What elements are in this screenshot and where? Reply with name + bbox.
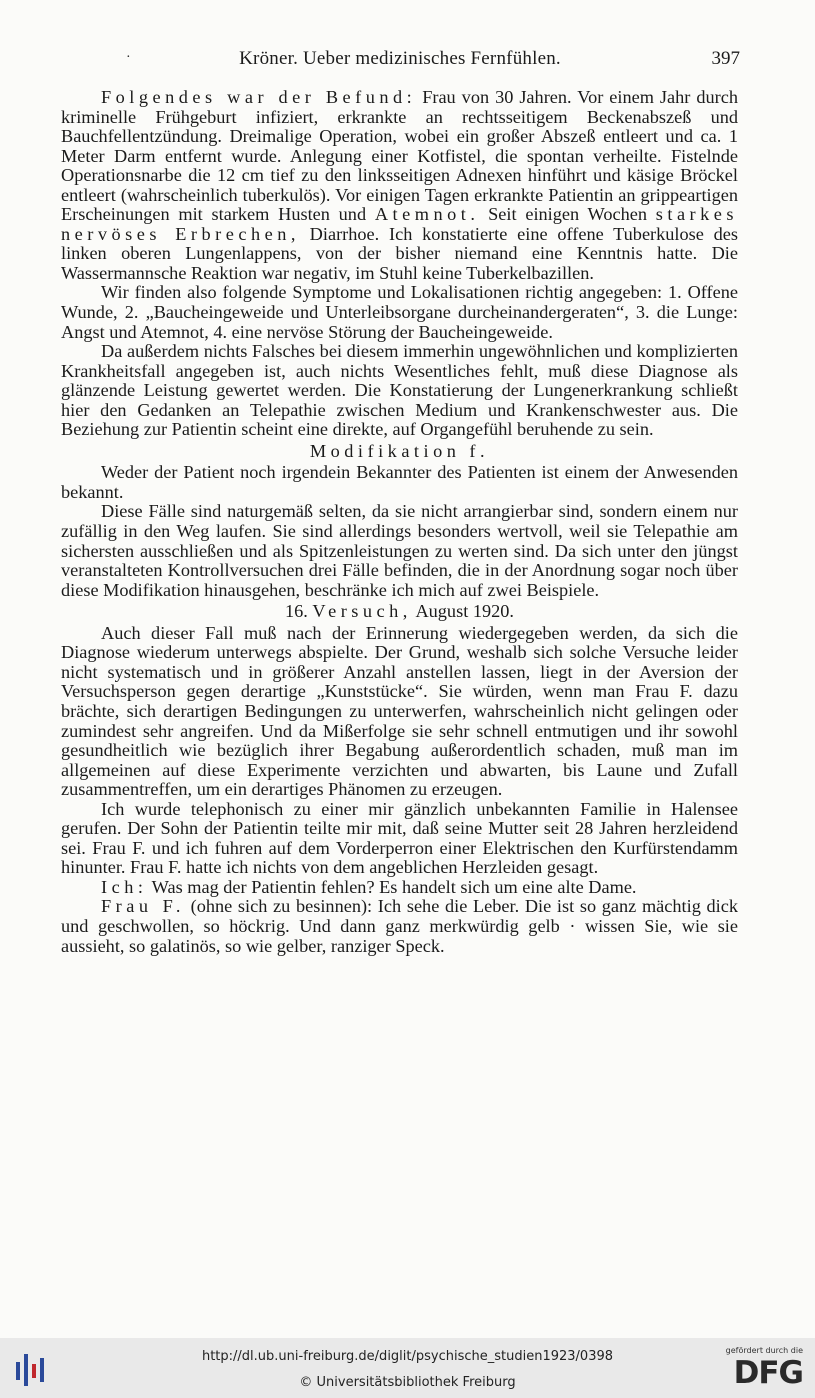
paragraph-rare-cases: Diese Fälle sind naturgemäß selten, da sie nicht arrangierbar sind, sondern einem nur zufällig in den Weg laufen. Sie sind allerdings besonders wertvoll, weil sie Telepathie am sichersten ausschließen und als Spitzenleistungen zu werten sind. Da sich unter den jüngst veranstalteten Kontrollversuchen drei Fälle befinden, die in der Anordnung sogar noch über diese Modifikation hinausgehen, beschränke ich mich auf zwei Beispiele. — [61, 501, 738, 600]
dfg-logo — [717, 1346, 803, 1392]
source-url[interactable]: http://dl.ub.uni-freiburg.de/diglit/psychische_studien1923/0398 — [201, 1349, 614, 1364]
page-number: 397 — [711, 48, 740, 69]
spaced-phrase: Folgendes war der Befund: — [101, 87, 417, 107]
heading-text: August 1920. — [411, 601, 514, 622]
text-run: (ohne sich zu besinnen): Ich sehe die Leber. Die ist so ganz mächtig dick und geschwollen, so höckrig. Und dann ganz merkwürdig gelb · wissen Sie, wie sie aussieht, so galatinös, so wie gelber, ranziger Speck. — [61, 896, 738, 956]
paragraph-symptoms: Wir finden also folgende Symptome und Lokalisationen richtig angegeben: 1. Offene Wunde, 2. „Baucheingeweide und Unterleibsorgane durcheinandergeraten“, 3. die Lunge: Angst und Atemnot, 4. eine nervöse Störung der Baucheingeweide. — [61, 282, 738, 342]
body-text — [61, 88, 738, 956]
speaker-label: Frau F. — [101, 896, 185, 917]
text-run: Diarrhoe. Ich konstatierte eine offene Tuberkulose des linken oberen Lungenlappens, von der bisher niemand eine Kenntnis hatte. Die Wassermannsche Reaktion war negativ, im Stuhl keine Tuberkelbazillen. — [61, 223, 739, 283]
spaced-phrase: starkes nervöses Erbrechen, — [61, 204, 739, 244]
viewer-footer — [0, 1338, 815, 1398]
page-header — [60, 48, 740, 74]
dfg-logo-text: DFG — [733, 1355, 803, 1391]
paragraph-modifikation: Weder der Patient noch irgendein Bekannter des Patienten ist einem der Anwesenden bekannt. — [61, 462, 738, 502]
heading-text: 16. — [285, 601, 313, 622]
spaced-phrase: Atemnot. — [374, 204, 480, 225]
dfg-caption: gefördert durch die — [725, 1346, 803, 1355]
paragraph-dialog-frau — [61, 897, 738, 956]
speaker-label: Ich: — [101, 876, 148, 897]
paragraph-dialog-ich — [61, 878, 738, 898]
heading-text: Modifikation f. — [309, 440, 490, 461]
text-run: Frau von 30 Jahren. Vor einem Jahr durch kriminelle Frühgeburt infiziert, erkrankte an rechtsseitigem Beckenabszeß und Bauchfellentzündung. Dreimalige Operation, wobei ein großer Abszeß entleert und ca. 1 Meter Darm entfernt wurde. Anlegung einer Kotfistel, die spontan verheilte. Fistelnde Operationsnarbe die 12 cm tief zu den linksseitigen Adnexen hinführt und käsige Bröckel entleert (wahrscheinlich tuberkulös). Vor einigen Tagen erkrankte Patientin an grippeartigen Erscheinungen mit starkem Husten und — [61, 87, 738, 225]
copyright-notice: © Universitätsbibliothek Freiburg — [299, 1375, 516, 1390]
text-run: Seit einigen Wochen — [479, 204, 656, 225]
header-dot: · — [126, 50, 131, 65]
section-heading-modifikation — [61, 442, 738, 462]
paragraph-halensee: Ich wurde telephonisch zu einer mir gänzlich unbekannten Familie in Halensee gerufen. Der Sohn der Patientin teilte mir mit, daß seine Mutter seit 28 Jahren herzleidend sei. Frau F. und ich fuhren auf dem Vorderperron einer Elektrischen den Kurfürstendamm hinunter. Frau F. hatte ich nichts von dem angeblichen Herzleiden gesagt. — [61, 798, 738, 878]
running-title: Kröner. Ueber medizinisches Fernfühlen. — [239, 48, 561, 69]
section-heading-versuch — [61, 602, 738, 622]
paragraph-evaluation: Da außerdem nichts Falsches bei diesem immerhin ungewöhnlichen und komplizierten Krankheitsfall angegeben ist, auch nichts Wesentliches fehlt, muß diese Diagnose als glänzende Leistung gewertet werden. Die Konstatierung der Lungenerkrankung schließt hier den Gedanken an Telepathie zwischen Medium und Krankenschwester aus. Die Beziehung zur Patientin scheint eine direkte, auf Organgefühl beruhende zu sein. — [61, 341, 738, 440]
paragraph-befund — [61, 88, 738, 283]
text-run: Was mag der Patientin fehlen? Es handelt sich um eine alte Dame. — [147, 876, 637, 897]
heading-spaced-text: Versuch, — [312, 601, 412, 622]
paragraph-memory: Auch dieser Fall muß nach der Erinnerung wiedergegeben werden, da sich die Diagnose wiederum unterwegs abspielte. Der Grund, weshalb sich solche Versuche leider nicht systematisch und in größerer Anzahl anstellen lassen, liegt in der Aversion der Versuchsperson gegen derartige „Kunststücke“. Sie würden, wenn man Frau F. dazu brächte, sich derartigen Bedingungen zu unterwerfen, wahrscheinlich nicht gelingen oder zumindest sehr angreifen. Und da Mißerfolge sie sehr schnell entmutigen und ihr sowohl gesundheitlich wie bezüglich ihrer Begabung außerordentlich schaden, muß man im allgemeinen auf diese Experimente verzichten und abwarten, bis Laune und Zufall zusammentreffen, um ein derartiges Phänomen zu erzeugen. — [61, 622, 738, 800]
